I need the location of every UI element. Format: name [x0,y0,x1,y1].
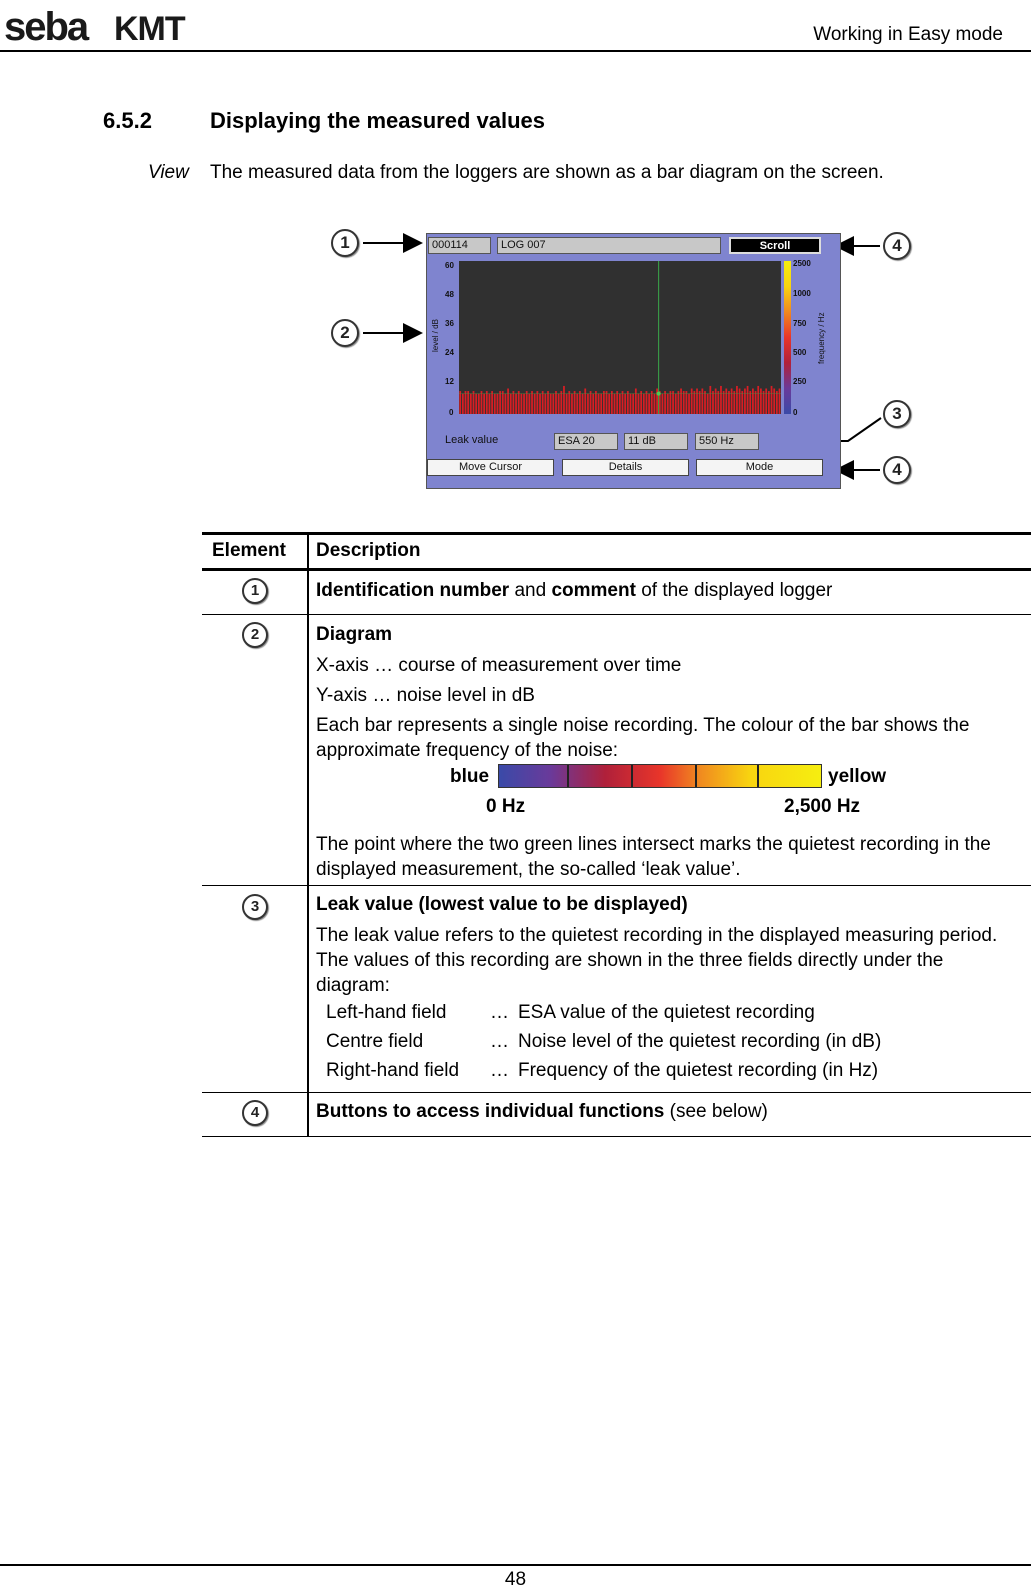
level-bar [547,391,549,414]
level-bar [611,391,613,414]
freq-tick: 2500 [793,259,811,268]
level-field: 11 dB [624,433,688,450]
freq-tick: 1000 [793,289,811,298]
level-bar [771,386,773,414]
row-4-end: (see below) [664,1101,768,1122]
row-1-bold-2: comment [551,580,636,601]
row-2-line: Each bar represents a single noise recording. The colour of the bar shows the approximate frequency of the noise: [316,715,970,761]
level-bar [462,394,464,414]
level-bar [693,391,695,414]
level-bar [550,394,552,414]
section-title: Displaying the measured values [210,108,546,133]
sebakmt-logo [4,6,234,48]
level-bar [744,389,746,415]
level-bar [481,391,483,414]
level-bar [566,394,568,414]
freq-tick: 250 [793,377,807,386]
level-bar [582,394,584,414]
level-bar [630,394,632,414]
mode-button[interactable]: Mode [696,459,823,476]
page-number: 48 [504,1569,527,1590]
level-bar [736,386,738,414]
gradient-separator [757,765,759,787]
level-bar [760,389,762,415]
gradient-separator [631,765,633,787]
header-divider [0,50,1031,52]
row-3-divider [307,886,309,1093]
row-2-title: Diagram [316,624,393,645]
field-description: Frequency of the quietest recording (in Hz) [518,1060,879,1081]
row-1-description [316,578,1016,603]
row-1-mid: and [509,580,552,601]
row-3-intro: The leak value refers to the quietest recording in the displayed measuring period. The values of this recording are shown in the three fields directly under the diagram: [316,925,998,996]
level-bar [486,391,488,414]
level-bar [678,391,680,414]
table-top-rule [202,532,1031,535]
level-bar [497,394,499,414]
level-bar [638,394,640,414]
level-bar [622,391,624,414]
level-bar [779,389,781,415]
level-bar [707,394,709,414]
level-bar [731,389,733,415]
callout-4-bottom: 4 [883,456,911,484]
level-bar [571,394,573,414]
level-bar [595,391,597,414]
level-bar [513,391,515,414]
level-bar [643,394,645,414]
y-tick: 24 [445,348,454,357]
level-bar [627,391,629,414]
level-bar [667,394,669,414]
level-bar [662,394,664,414]
level-bar [499,391,501,414]
level-bar [739,389,741,415]
row-3-description [316,892,1016,1004]
logger-comment-field: LOG 007 [497,237,721,254]
level-bar [534,394,536,414]
row-1-end: of the displayed logger [635,580,833,601]
level-bar [483,394,485,414]
level-bar [505,394,507,414]
level-bar [757,386,759,414]
level-bar [651,391,653,414]
level-bar [765,389,767,415]
field-name: Centre field [326,1031,424,1052]
level-bar [475,394,477,414]
level-bar [521,394,523,414]
element-description-table [202,532,1031,1142]
freq-tick: 750 [793,319,807,328]
level-bar [592,394,594,414]
level-bar [619,394,621,414]
level-bar [598,394,600,414]
leak-value-marker [657,392,661,396]
level-bar [528,394,530,414]
level-bar [646,391,648,414]
level-bar [717,391,719,414]
level-bar [768,391,770,414]
level-bar [467,391,469,414]
level-bar [635,389,637,415]
scroll-button[interactable]: Scroll [729,237,821,254]
level-bar [606,391,608,414]
level-bar [725,389,727,415]
header-divider-vertical [307,532,309,568]
details-button[interactable]: Details [562,459,689,476]
level-bar [536,391,538,414]
level-bar [518,391,520,414]
level-bar [715,389,717,415]
row-2-callout: 2 [242,622,268,648]
level-bar [523,394,525,414]
leak-value-label: Leak value [445,434,499,446]
field-name: Left-hand field [326,1002,447,1023]
row-3-title: Leak value (lowest value to be displayed) [316,894,688,915]
level-bar [686,391,688,414]
row-4-bold: Buttons to access individual functions [316,1101,665,1122]
header-bottom-rule [202,568,1031,571]
level-bar [680,389,682,415]
level-bar [489,394,491,414]
field-separator: … [490,1060,509,1081]
level-bar [614,394,616,414]
level-bar [579,391,581,414]
level-bar [648,394,650,414]
level-bar [616,391,618,414]
level-bar [728,391,730,414]
level-bar [683,391,685,414]
level-bar [507,389,509,415]
row-4-description [316,1099,1016,1124]
header-description: Description [316,540,421,561]
row-2-line: Y-axis … noise level in dB [316,685,535,706]
field-separator: … [490,1002,509,1023]
level-bar [473,391,475,414]
level-bar [560,391,562,414]
level-bar [755,391,757,414]
row-1-rule [202,614,1031,615]
callout-3: 3 [883,400,911,428]
row-2-description [316,622,1016,769]
level-bar [763,391,765,414]
esa-field: ESA 20 [554,433,618,450]
field-name: Right-hand field [326,1060,460,1081]
level-bar [555,391,557,414]
level-bar [590,391,592,414]
level-bar [696,389,698,415]
level-bar [747,386,749,414]
level-bar [603,391,605,414]
level-bar [502,391,504,414]
y-tick: 12 [445,377,454,386]
scale-right-label: yellow [828,766,887,787]
level-bar [544,394,546,414]
level-bar [600,394,602,414]
level-bar [688,394,690,414]
callout-2: 2 [331,319,359,347]
level-bar [675,394,677,414]
level-bar [584,389,586,415]
gradient-separator [695,765,697,787]
y-axis-label: level / dB [431,319,440,352]
level-bar [670,391,672,414]
freq-tick: 0 [793,408,798,417]
level-bar [574,391,576,414]
scale-min-label: 0 Hz [486,796,526,817]
row-4-divider [307,1093,309,1136]
level-bar [552,394,554,414]
level-bar [515,394,517,414]
header-section-title: Working in Easy mode [813,24,1003,45]
level-bar [531,391,533,414]
level-bar [709,386,711,414]
view-label: View [148,162,189,183]
level-bar [491,391,493,414]
level-bar [608,394,610,414]
logger-id-field: 000114 [428,237,491,254]
level-bar [576,394,578,414]
level-bar [699,391,701,414]
level-bar [752,389,754,415]
freq-tick: 500 [793,348,807,357]
footer-divider [0,1564,1031,1566]
level-bar [776,391,778,414]
callout-4-top: 4 [883,232,911,260]
y-tick: 48 [445,290,454,299]
scale-left-label: blue [450,766,490,787]
level-bar [558,394,560,414]
level-bar [465,391,467,414]
level-bar [664,391,666,414]
callout-1: 1 [331,229,359,257]
level-bar [632,394,634,414]
level-bar [470,394,472,414]
level-bar [494,394,496,414]
row-3-callout: 3 [242,894,268,920]
level-bar [563,386,565,414]
field-description: ESA value of the quietest recording [518,1002,815,1023]
freq-axis-label: frequency / Hz [817,312,826,364]
move-cursor-button[interactable]: Move Cursor [427,459,554,476]
level-bar [624,394,626,414]
level-bar [510,394,512,414]
row-1-bold-1: Identification number [316,580,510,601]
row-1-divider [307,571,309,614]
device-screen [426,233,841,489]
y-tick: 36 [445,319,454,328]
y-tick: 0 [449,408,454,417]
view-description: The measured data from the loggers are shown as a bar diagram on the screen. [210,162,884,183]
level-bar [478,394,480,414]
row-2-footer: The point where the two green lines intersect marks the quietest recording in the displayed measurement, the so-called ‘leak value’. [316,834,991,880]
level-bar [542,391,544,414]
level-bar [733,391,735,414]
level-bar [712,391,714,414]
level-bar [568,391,570,414]
level-bar [526,391,528,414]
level-bar [459,391,461,414]
row-4-callout: 4 [242,1100,268,1126]
svg-text:seba: seba [4,6,88,48]
table-bottom-rule [202,1136,1031,1137]
level-bar [720,386,722,414]
y-tick: 60 [445,261,454,270]
level-bar [587,394,589,414]
frequency-colour-bar [784,261,791,414]
row-2-rule [202,885,1031,886]
level-bar [691,389,693,415]
level-bar [704,391,706,414]
level-bar [749,391,751,414]
frequency-field: 550 Hz [695,433,759,450]
row-1-callout: 1 [242,578,268,604]
header-element: Element [212,540,286,561]
level-bar [773,389,775,415]
level-bar [672,391,674,414]
level-bar [723,391,725,414]
level-bar [741,391,743,414]
bar-diagram [459,261,781,414]
scale-max-label: 2,500 Hz [784,796,861,817]
row-2-line: X-axis … course of measurement over time [316,655,682,676]
frequency-gradient-bar [498,764,822,788]
row-3-rule [202,1092,1031,1093]
section-number: 6.5.2 [103,108,152,133]
gradient-separator [567,765,569,787]
level-bar [701,389,703,415]
level-bar [654,394,656,414]
row-2-divider [307,615,309,895]
level-bar [539,394,541,414]
level-bar [640,391,642,414]
svg-text:KMT: KMT [114,10,185,48]
field-description: Noise level of the quietest recording (in dB) [518,1031,882,1052]
field-separator: … [490,1031,509,1052]
